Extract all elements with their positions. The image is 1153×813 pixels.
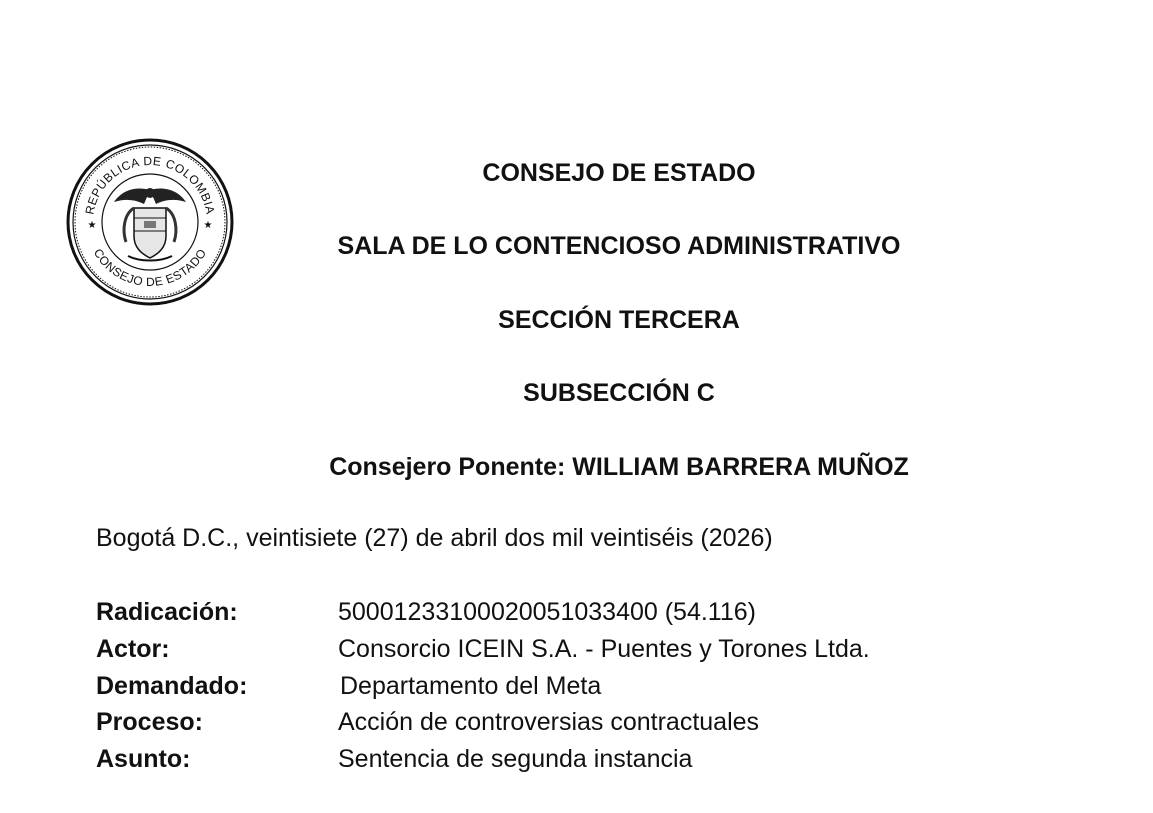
case-value: Departamento del Meta	[340, 672, 602, 700]
chamber-name: SALA DE LO CONTENCIOSO ADMINISTRATIVO	[337, 232, 901, 260]
svg-text:★: ★	[87, 220, 97, 231]
case-label: Demandado:	[96, 672, 248, 700]
seal-bottom-text: CONSEJO DE ESTADO	[90, 246, 210, 290]
seal-top-text: REPÚBLICA DE COLOMBIA	[82, 153, 218, 216]
case-value: Consorcio ICEIN S.A. - Puentes y Torones Ltda.	[338, 635, 870, 663]
case-label: Radicación:	[96, 598, 238, 626]
case-label: Proceso:	[96, 708, 203, 736]
date-line: Bogotá D.C., veintisiete (27) de abril dos mil veintiséis (2026)	[96, 524, 773, 552]
case-label: Asunto:	[96, 745, 191, 773]
section-name: SECCIÓN TERCERA	[498, 306, 740, 334]
court-name: CONSEJO DE ESTADO	[482, 159, 756, 187]
case-label: Actor:	[96, 635, 170, 663]
svg-text:★: ★	[203, 220, 213, 231]
case-value: Sentencia de segunda instancia	[338, 745, 693, 773]
reporting-judge: Consejero Ponente: WILLIAM BARRERA MUÑOZ	[329, 453, 909, 481]
subsection-name: SUBSECCIÓN C	[523, 379, 715, 407]
case-value: 50001233100020051033400 (54.116)	[338, 598, 756, 626]
case-value: Acción de controversias contractuales	[338, 708, 760, 736]
